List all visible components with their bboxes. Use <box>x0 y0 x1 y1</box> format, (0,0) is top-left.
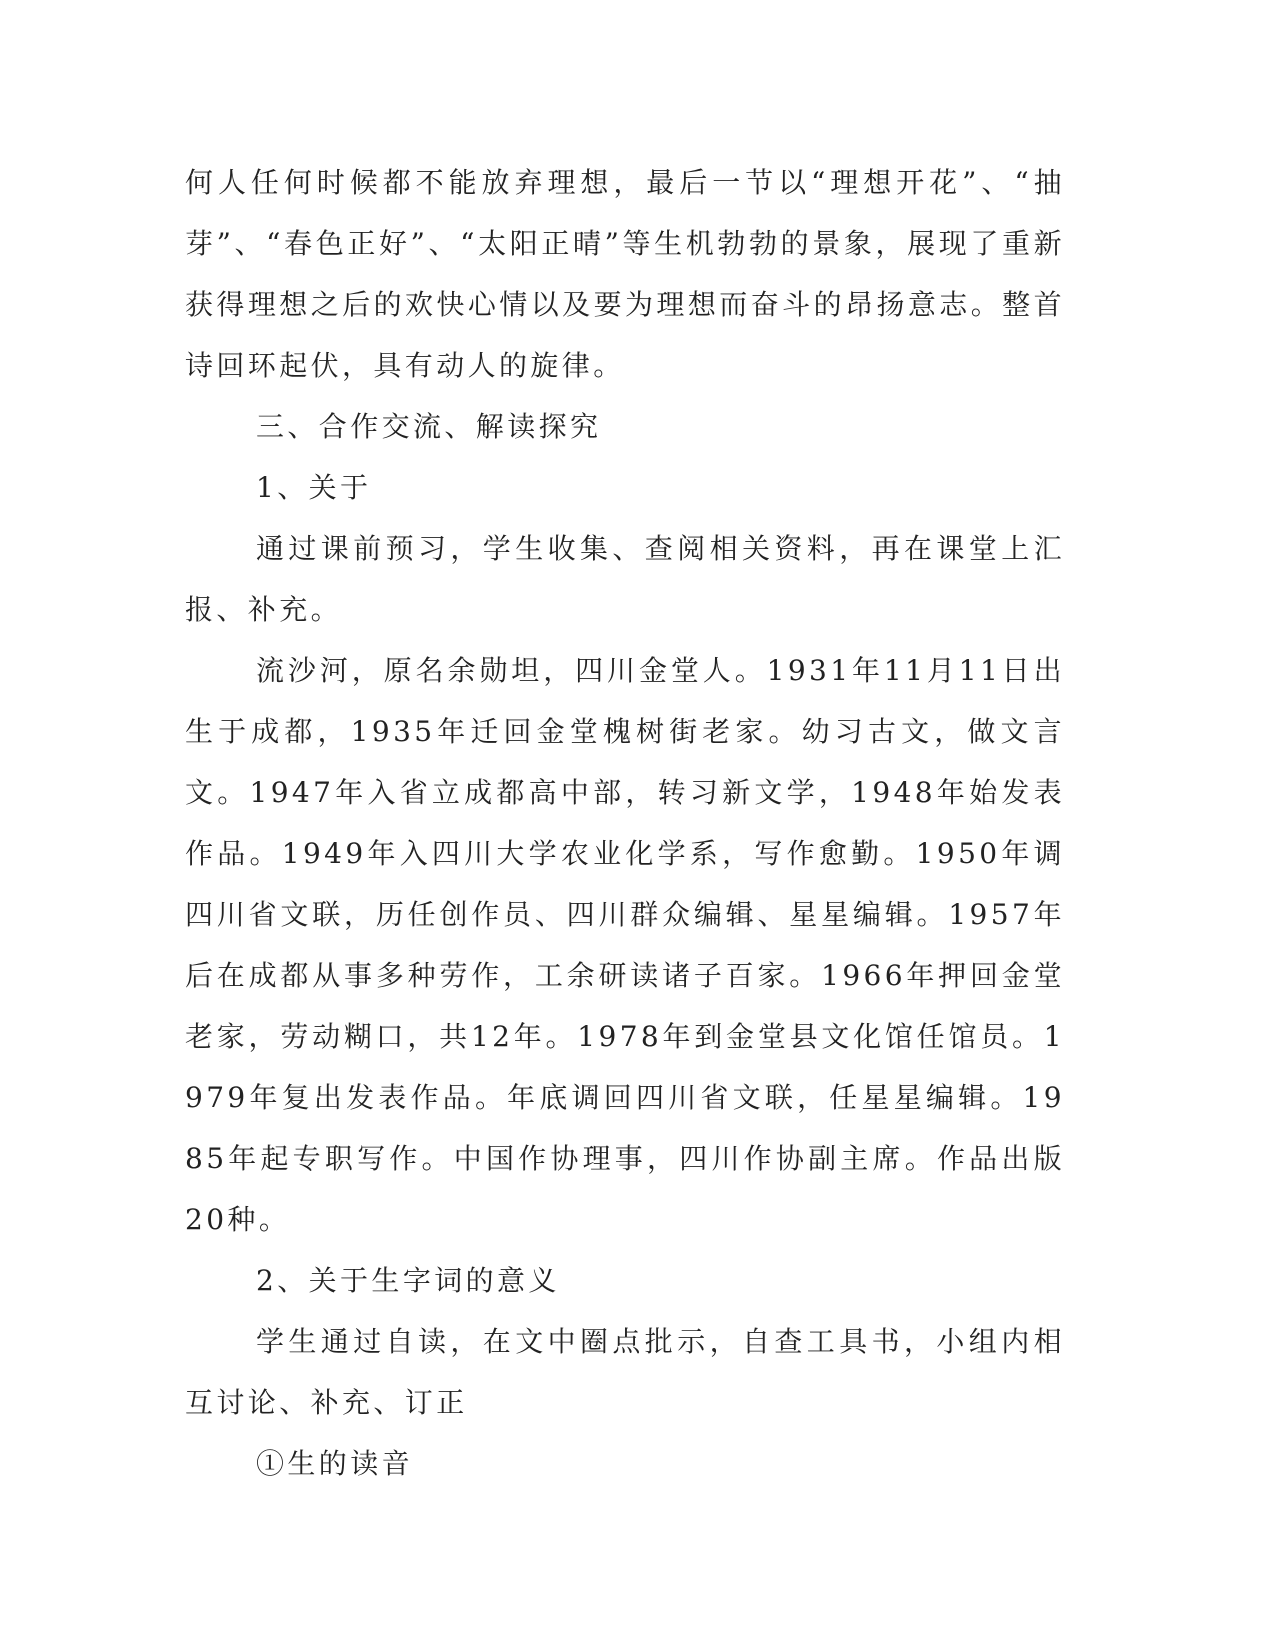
body-paragraph-continuation: 何人任何时候都不能放弃理想，最后一节以“理想开花”、“抽芽”、“春色正好”、“太阳正晴”等生机勃勃的景象，展现了重新获得理想之后的欢快心情以及要为理想而奋斗的昂扬意志。整首诗回环起伏，具有动人的旋律。 <box>185 166 1065 382</box>
body-paragraph-self-study: 学生通过自读，在文中圈点批示，自查工具书，小组内相互讨论、补充、订正 <box>185 1325 1065 1419</box>
list-item-pronunciation: ①生的读音 <box>256 1447 414 1480</box>
document-body <box>185 152 1065 1494</box>
body-paragraph-preview: 通过课前预习，学生收集、查阅相关资料，再在课堂上汇报、补充。 <box>185 532 1065 626</box>
section-heading-cooperation: 三、合作交流、解读探究 <box>256 410 602 443</box>
subsection-heading-vocabulary: 2、关于生字词的意义 <box>256 1264 560 1297</box>
subsection-heading-about: 1、关于 <box>256 471 372 504</box>
body-paragraph-author-bio: 流沙河，原名余勋坦，四川金堂人。1931年11月11日出生于成都，1935年迁回金堂槐树街老家。幼习古文，做文言文。1947年入省立成都高中部，转习新文学，1948年始发表作品。1949年入四川大学农业化学系，写作愈勤。1950年调四川省文联，历任创作员、四川群众编辑、星星编辑。1957年后在成都从事多种劳作，工余研读诸子百家。1966年押回金堂老家，劳动糊口，共12年。1978年到金堂县文化馆任馆员。1979年复出发表作品。年底调回四川省文联，任星星编辑。1985年起专职写作。中国作协理事，四川作协副主席。作品出版20种。 <box>185 654 1065 1236</box>
